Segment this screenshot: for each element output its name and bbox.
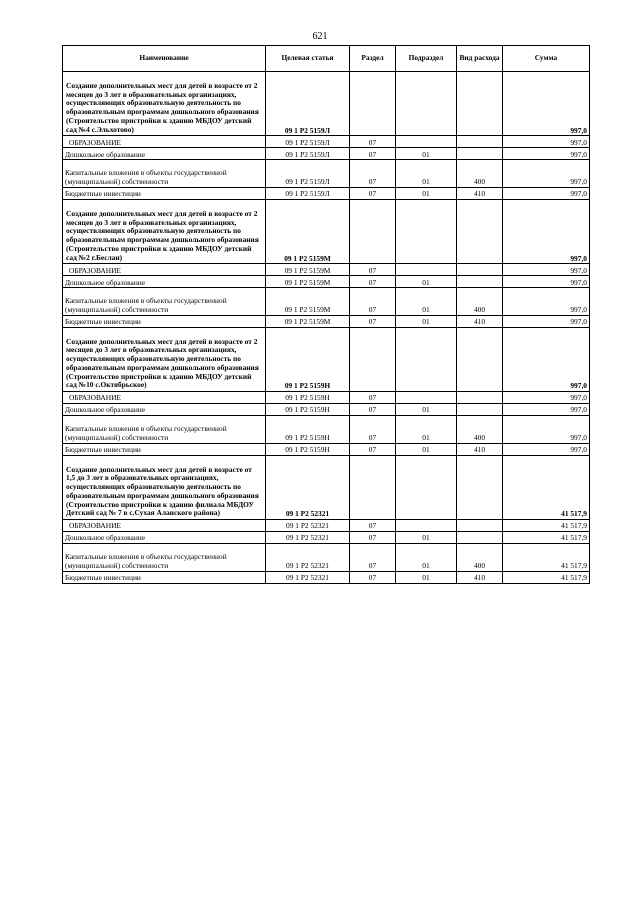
table-row [63,315,590,327]
cell-section: 07 [350,187,396,199]
cell-section: 07 [350,276,396,288]
table-row [63,455,590,519]
cell-section: 07 [350,532,396,544]
cell-amount: 997,0 [503,416,590,443]
table-row [63,72,590,136]
cell-expense-type: 410 [457,571,503,583]
cell-target: 09 1 P2 5159M [266,264,350,276]
cell-section: 07 [350,315,396,327]
cell-expense-type: 410 [457,315,503,327]
table-row [63,148,590,160]
cell-target: 09 1 P2 5159Л [266,72,350,136]
cell-amount: 997,0 [503,264,590,276]
cell-target: 09 1 P2 5159M [266,276,350,288]
table-row [63,520,590,532]
table-row [63,416,590,443]
table-row [63,276,590,288]
cell-name: Дошкольное образование [63,532,266,544]
cell-name: Бюджетные инвестиции [63,315,266,327]
cell-expense-type [457,455,503,519]
cell-name: Создание дополнительных мест для детей в возрасте от 1,5 до 3 лет в образовательных организациях, осуществляющих образовательную деятельность по образовательным программам дошкольного образования (Строительство пристройки к зданию филиала МБДОУ Детский сад № 7 в с.Сухая Аланского района) [63,455,266,519]
cell-name: ОБРАЗОВАНИЕ [63,264,266,276]
cell-subsection: 01 [396,404,457,416]
cell-amount: 997,0 [503,148,590,160]
cell-section: 07 [350,392,396,404]
cell-section: 07 [350,443,396,455]
cell-section: 07 [350,288,396,315]
cell-expense-type: 400 [457,288,503,315]
cell-name: Капитальные вложения в объекты государственной (муниципальной) собственности [63,160,266,187]
cell-target: 09 1 P2 52321 [266,532,350,544]
table-row [63,327,590,391]
cell-target: 09 1 P2 5159Л [266,187,350,199]
table-row [63,443,590,455]
cell-name: Дошкольное образование [63,148,266,160]
cell-amount: 997,0 [503,288,590,315]
cell-expense-type [457,392,503,404]
header-amount: Сумма [503,46,590,72]
cell-target: 09 1 P2 5159M [266,288,350,315]
cell-section [350,199,396,263]
cell-expense-type [457,264,503,276]
cell-expense-type [457,404,503,416]
table-row [63,199,590,263]
cell-name: Бюджетные инвестиции [63,187,266,199]
cell-amount: 41 517,9 [503,571,590,583]
cell-section [350,327,396,391]
cell-name: ОБРАЗОВАНИЕ [63,136,266,148]
cell-name: Дошкольное образование [63,404,266,416]
cell-section: 07 [350,571,396,583]
table-row [63,136,590,148]
cell-amount: 41 517,9 [503,520,590,532]
cell-subsection: 01 [396,315,457,327]
table-row [63,404,590,416]
cell-section: 07 [350,136,396,148]
cell-section [350,72,396,136]
cell-amount: 997,0 [503,327,590,391]
header-target: Целевая статья [266,46,350,72]
cell-expense-type: 410 [457,443,503,455]
cell-amount: 997,0 [503,160,590,187]
cell-amount: 41 517,9 [503,455,590,519]
cell-target: 09 1 P2 5159Л [266,160,350,187]
cell-amount: 997,0 [503,392,590,404]
cell-expense-type: 400 [457,544,503,571]
cell-target: 09 1 P2 5159M [266,315,350,327]
cell-amount: 41 517,9 [503,532,590,544]
cell-expense-type [457,327,503,391]
cell-target: 09 1 P2 5159Н [266,392,350,404]
cell-section: 07 [350,544,396,571]
cell-section [350,455,396,519]
cell-name: Капитальные вложения в объекты государственной (муниципальной) собственности [63,288,266,315]
cell-amount: 997,0 [503,443,590,455]
cell-amount: 997,0 [503,404,590,416]
cell-expense-type [457,532,503,544]
cell-target: 09 1 P2 5159Н [266,443,350,455]
cell-subsection [396,72,457,136]
cell-section: 07 [350,148,396,160]
cell-name: Бюджетные инвестиции [63,443,266,455]
cell-amount: 997,0 [503,199,590,263]
cell-amount: 41 517,9 [503,544,590,571]
cell-subsection [396,327,457,391]
cell-amount: 997,0 [503,72,590,136]
cell-amount: 997,0 [503,136,590,148]
cell-name: Бюджетные инвестиции [63,571,266,583]
table-body [63,72,590,584]
cell-subsection: 01 [396,416,457,443]
cell-subsection: 01 [396,288,457,315]
cell-target: 09 1 P2 5159Н [266,327,350,391]
header-name: Наименование [63,46,266,72]
cell-name: ОБРАЗОВАНИЕ [63,392,266,404]
table-row [63,187,590,199]
cell-name: Капитальные вложения в объекты государственной (муниципальной) собственности [63,544,266,571]
cell-expense-type [457,199,503,263]
header-subsection: Подраздел [396,46,457,72]
cell-subsection [396,392,457,404]
table-header-row [63,46,590,72]
cell-subsection: 01 [396,276,457,288]
cell-section: 07 [350,520,396,532]
cell-subsection: 01 [396,160,457,187]
table-row [63,392,590,404]
cell-target: 09 1 P2 52321 [266,455,350,519]
cell-expense-type [457,148,503,160]
cell-expense-type [457,520,503,532]
cell-section: 07 [350,416,396,443]
cell-expense-type: 410 [457,187,503,199]
cell-section: 07 [350,264,396,276]
cell-amount: 997,0 [503,276,590,288]
cell-subsection: 01 [396,443,457,455]
table-row [63,264,590,276]
cell-amount: 997,0 [503,187,590,199]
cell-subsection [396,520,457,532]
cell-target: 09 1 P2 5159M [266,199,350,263]
cell-section: 07 [350,160,396,187]
cell-name: Создание дополнительных мест для детей в возрасте от 2 месяцев до 3 лет в образовательных организациях, осуществляющих образовательную деятельность по образовательным программам дошкольного образования (Строительство пристройки к зданию МБДОУ детский сад №2 г.Беслан) [63,199,266,263]
table-row [63,532,590,544]
table-row [63,571,590,583]
cell-subsection [396,136,457,148]
cell-amount: 997,0 [503,315,590,327]
cell-subsection [396,199,457,263]
cell-target: 09 1 P2 5159Н [266,404,350,416]
cell-target: 09 1 P2 52321 [266,544,350,571]
table-row [63,160,590,187]
cell-subsection: 01 [396,544,457,571]
page-number: 621 [312,31,328,42]
cell-target: 09 1 P2 52321 [266,571,350,583]
cell-expense-type [457,72,503,136]
cell-subsection: 01 [396,148,457,160]
cell-subsection [396,264,457,276]
cell-name: ОБРАЗОВАНИЕ [63,520,266,532]
cell-target: 09 1 P2 5159Л [266,148,350,160]
cell-name: Дошкольное образование [63,276,266,288]
cell-expense-type: 400 [457,160,503,187]
budget-table [62,45,590,584]
cell-target: 09 1 P2 52321 [266,520,350,532]
cell-subsection: 01 [396,532,457,544]
cell-name: Создание дополнительных мест для детей в возрасте от 2 месяцев до 3 лет в образовательных организациях, осуществляющих образовательную деятельность по образовательным программам дошкольного образования (Строительство пристройки к зданию МБДОУ детский сад №4 с.Эльхотово) [63,72,266,136]
cell-subsection: 01 [396,571,457,583]
cell-expense-type [457,276,503,288]
table-row [63,544,590,571]
cell-expense-type [457,136,503,148]
header-section: Раздел [350,46,396,72]
cell-expense-type: 400 [457,416,503,443]
cell-name: Создание дополнительных мест для детей в возрасте от 2 месяцев до 3 лет в образовательных организациях, осуществляющих образовательную деятельность по образовательным программам дошкольного образования (Строительство пристройки к зданию МБДОУ детский сад №10 с.Октябрьское) [63,327,266,391]
cell-target: 09 1 P2 5159Л [266,136,350,148]
cell-target: 09 1 P2 5159Н [266,416,350,443]
header-expense-type: Вид расхода [457,46,503,72]
cell-section: 07 [350,404,396,416]
cell-name: Капитальные вложения в объекты государственной (муниципальной) собственности [63,416,266,443]
cell-subsection [396,455,457,519]
table-row [63,288,590,315]
cell-subsection: 01 [396,187,457,199]
